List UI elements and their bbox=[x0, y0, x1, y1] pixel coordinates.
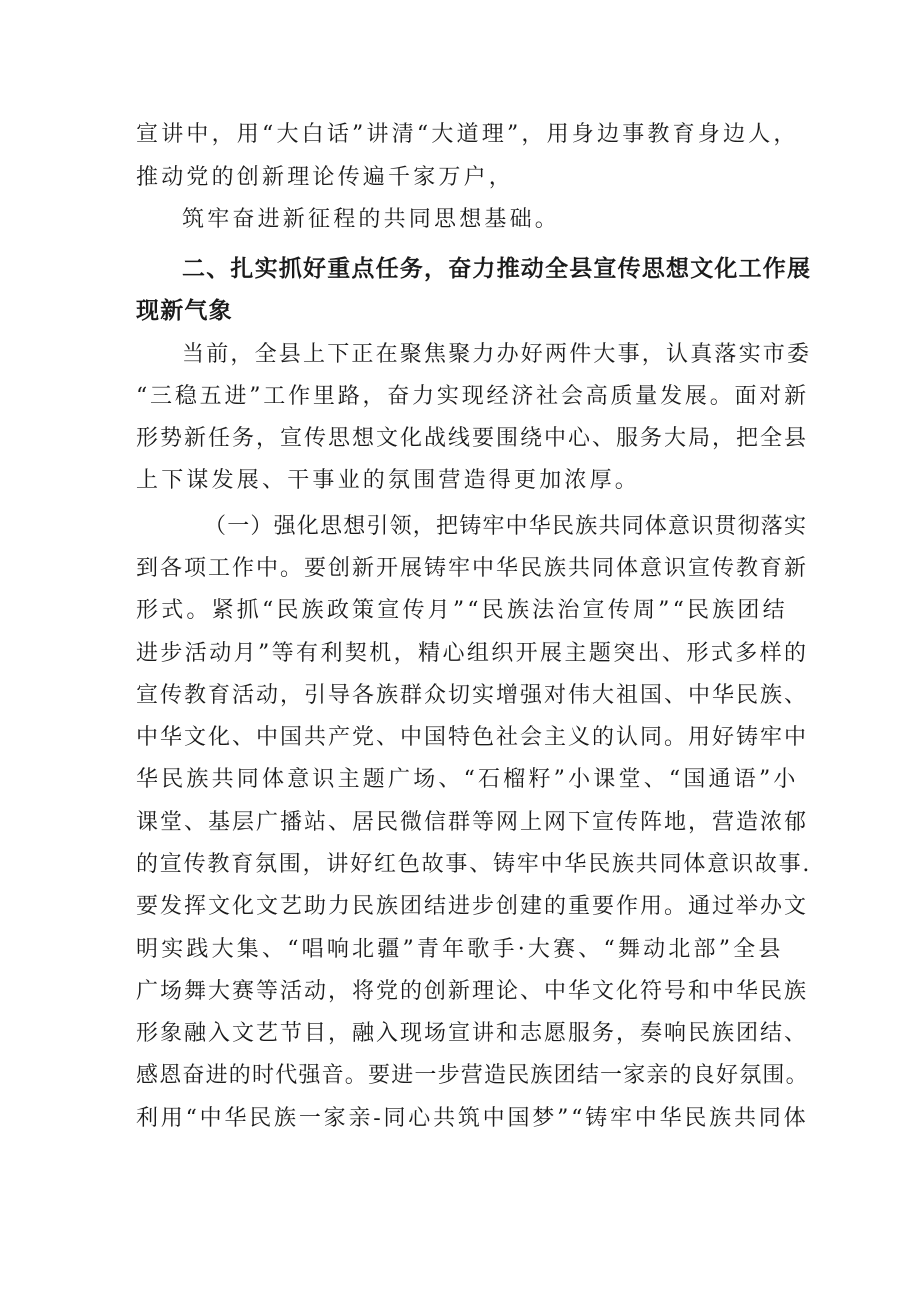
paragraph-line: 要发挥文化文艺助力民族团结进步创建的重要作用。通过举办文 bbox=[136, 894, 809, 919]
paragraph-line: （一）强化思想引领，把铸牢中华民族共同体意识贯彻落实 bbox=[204, 514, 808, 539]
paragraph-line: 明实践大集、“唱响北疆”青年歌手·大赛、“舞动北部”全县 bbox=[136, 937, 784, 962]
paragraph-line: 课堂、基层广播站、居民微信群等网上网下宣传阵地，营造浓郁 bbox=[136, 810, 809, 835]
paragraph-line: 宣传教育活动，引导各族群众切实增强对伟大祖国、中华民族、 bbox=[136, 683, 809, 708]
body-text-line: 宣讲中，用“大白话”讲清“大道理”，用身边事教育身边人， bbox=[136, 122, 799, 147]
paragraph-line: 感恩奋进的时代强音。要进一步营造民族团结一家亲的良好氛围。 bbox=[136, 1063, 809, 1088]
paragraph-line: 上下谋发展、干事业的氛围营造得更加浓厚。 bbox=[136, 468, 641, 493]
section-heading: 现新气象 bbox=[136, 298, 233, 324]
paragraph-line: 利用“中华民族一家亲-同心共筑中国梦”“铸牢中华民族共同体 bbox=[136, 1106, 809, 1131]
paragraph-line: 进步活动月”等有利契机，精心组织开展主题突出、形式多样的 bbox=[136, 641, 809, 666]
paragraph-line: 形象融入文艺节目，融入现场宣讲和志愿服务，奏响民族团结、 bbox=[136, 1021, 809, 1046]
paragraph-line: 中华文化、中国共产党、中国特色社会主义的认同。用好铸牢中 bbox=[136, 725, 809, 750]
paragraph-line: 广场舞大赛等活动，将党的创新理论、中华文化符号和中华民族 bbox=[136, 979, 809, 1004]
paragraph-line: 当前，全县上下正在聚焦聚力办好两件大事，认真落实市委 bbox=[182, 342, 812, 367]
paragraph-line: 到各项工作中。要创新开展铸牢中华民族共同体意识宣传教育新 bbox=[136, 556, 809, 581]
body-text-line: 推动党的创新理论传遍千家万户， bbox=[136, 165, 515, 190]
paragraph-line: 形势新任务，宣传思想文化战线要围绕中心、服务大局，把全县 bbox=[136, 426, 809, 451]
paragraph-line: 华民族共同体意识主题广场、“石榴籽”小课堂、“国通语”小 bbox=[136, 767, 799, 792]
paragraph-line: 形式。紧抓“民族政策宣传月”“民族法治宣传周”“民族团结 bbox=[136, 598, 788, 623]
section-heading: 二、扎实抓好重点任务，奋力推动全县宣传思想文化工作展 bbox=[182, 256, 812, 282]
paragraph-line: 的宣传教育氛围，讲好红色故事、铸牢中华民族共同体意识故事. bbox=[136, 852, 812, 877]
body-text-line: 筑牢奋进新征程的共同思想基础。 bbox=[182, 207, 561, 232]
paragraph-line: “三稳五进”工作里路，奋力实现经济社会高质量发展。面对新 bbox=[136, 384, 809, 409]
